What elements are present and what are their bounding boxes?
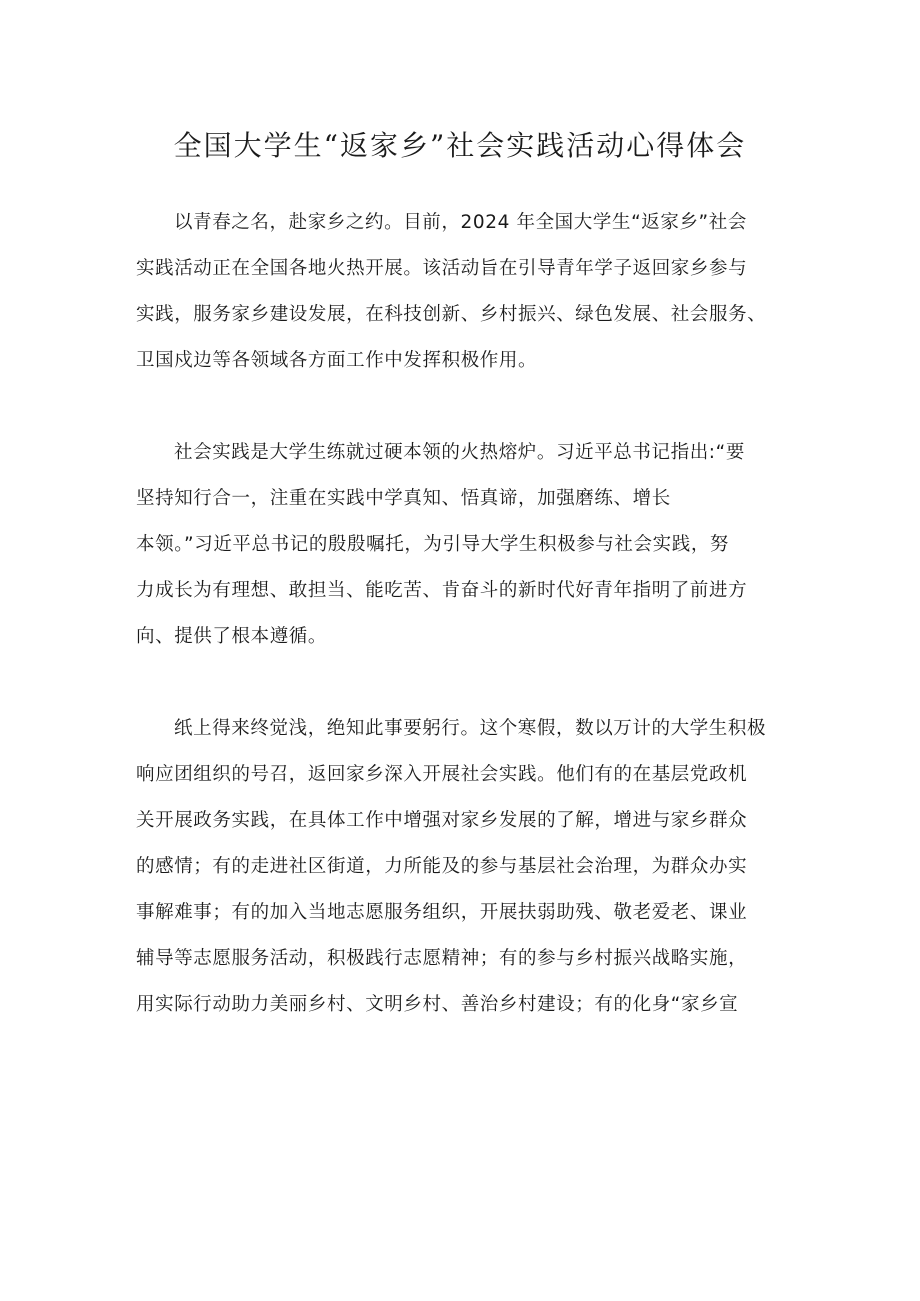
paragraph-1 xyxy=(136,200,796,384)
document-title: 全国大学生“返家乡”社会实践活动心得体会 xyxy=(173,129,747,162)
paragraph-line: 向、提供了根本遵循。 xyxy=(136,626,328,647)
paragraph-line: 本领。”习近平总书记的殷殷嘱托，为引导大学生积极参与社会实践，努 xyxy=(136,534,730,555)
paragraph-line: 用实际行动助力美丽乡村、文明乡村、善治乡村建设；有的化身“家乡宣 xyxy=(136,994,739,1015)
paragraph-line: 的感情；有的走进社区街道，力所能及的参与基层社会治理，为群众办实 xyxy=(136,856,748,877)
paragraph-line: 纸上得来终觉浅，绝知此事要躬行。这个寒假，数以万计的大学生积极 xyxy=(174,718,767,739)
paragraph-line: 实践，服务家乡建设发展，在科技创新、乡村振兴、绿色发展、社会服务、 xyxy=(136,304,767,325)
paragraph-line: 坚持知行合一，注重在实践中学真知、悟真谛，加强磨练、增长 xyxy=(136,488,671,509)
paragraph-2 xyxy=(136,430,796,660)
paragraph-line: 辅导等志愿服务活动，积极践行志愿精神；有的参与乡村振兴战略实施， xyxy=(136,948,748,969)
paragraph-line: 以青春之名，赴家乡之约。目前，2024 年全国大学生“返家乡”社会 xyxy=(174,212,747,233)
document-body xyxy=(136,200,796,1074)
paragraph-line: 响应团组织的号召，返回家乡深入开展社会实践。他们有的在基层党政机 xyxy=(136,764,748,785)
paragraph-line: 力成长为有理想、敢担当、能吃苦、肯奋斗的新时代好青年指明了前进方 xyxy=(136,580,748,601)
paragraph-3 xyxy=(136,706,796,1028)
paragraph-line: 关开展政务实践，在具体工作中增强对家乡发展的了解，增进与家乡群众 xyxy=(136,810,748,831)
paragraph-line: 实践活动正在全国各地火热开展。该活动旨在引导青年学子返回家乡参与 xyxy=(136,258,748,279)
paragraph-line: 事解难事；有的加入当地志愿服务组织，开展扶弱助残、敬老爱老、课业 xyxy=(136,902,748,923)
paragraph-line: 社会实践是大学生练就过硬本领的火热熔炉。习近平总书记指出:“要 xyxy=(174,442,745,463)
paragraph-line: 卫国戍边等各领域各方面工作中发挥积极作用。 xyxy=(136,350,538,371)
